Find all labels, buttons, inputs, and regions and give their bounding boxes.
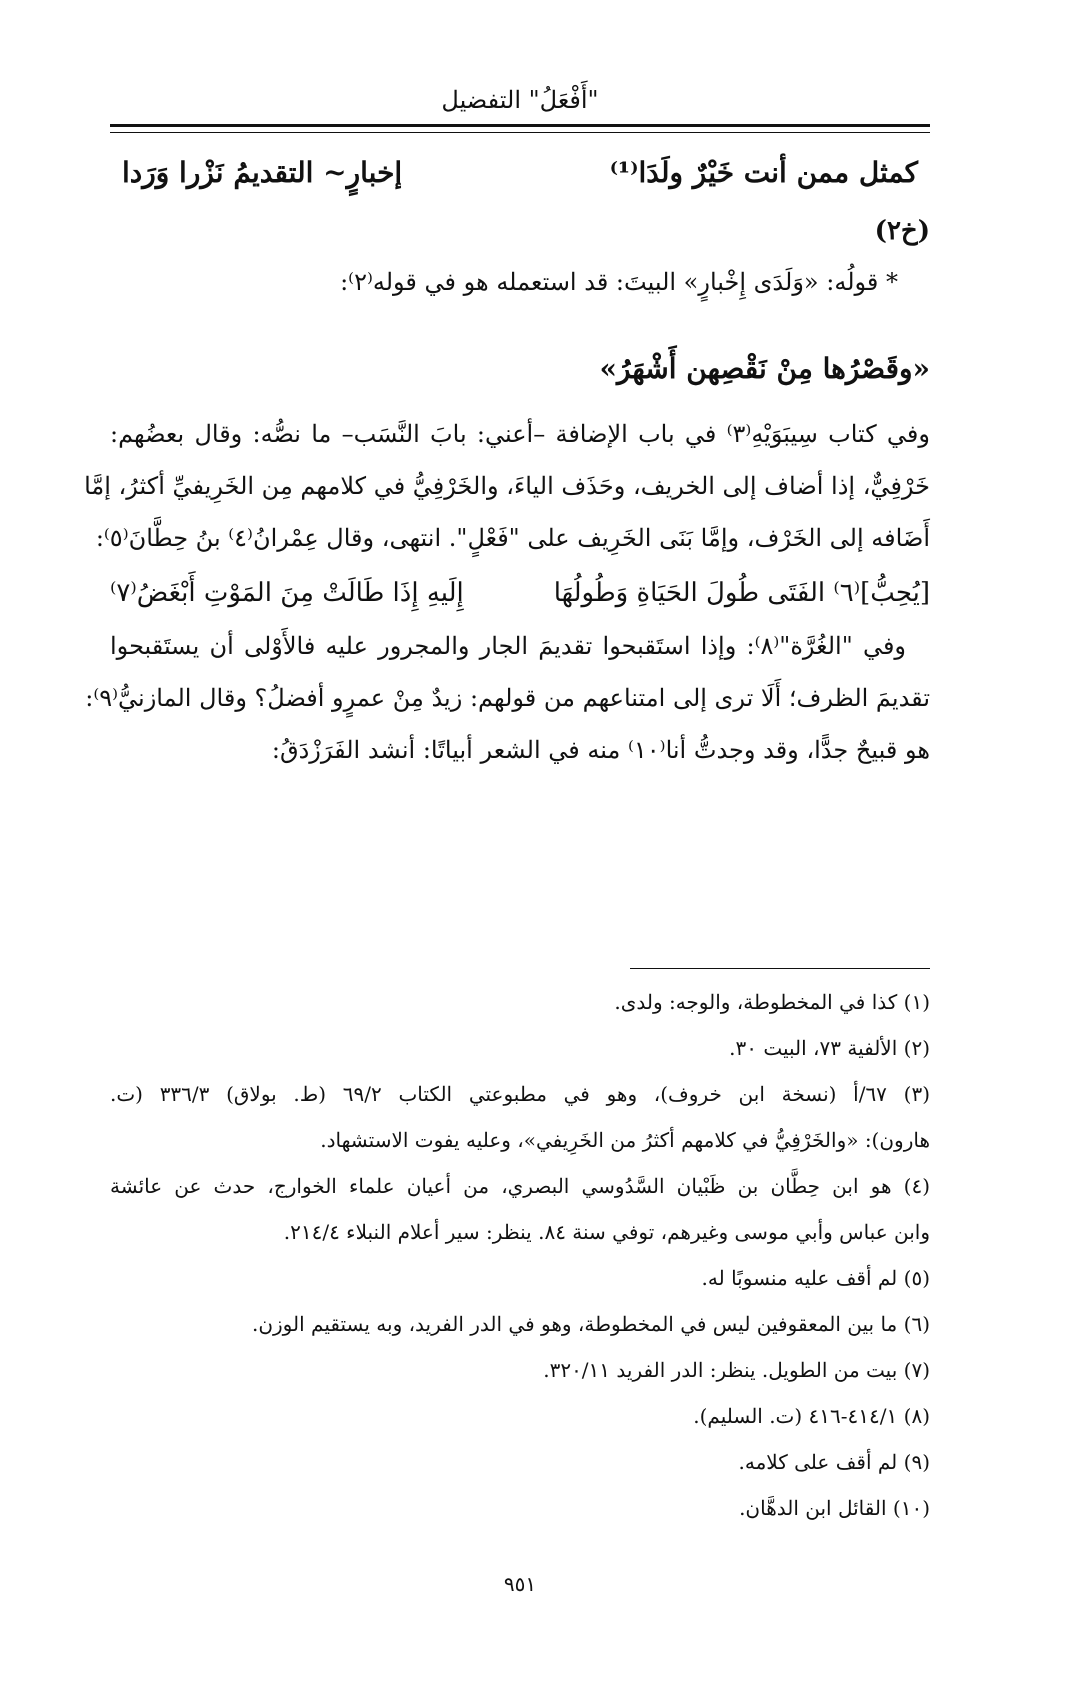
footnote-4-continued: وابن عباس وأبي موسى وغيرهم، توفي سنة ٨٤. ينظر: سير أعلام النبلاء ٢١٤/٤. <box>283 1220 930 1244</box>
header-rule-thick <box>110 124 930 127</box>
body-text: * قولُه: «وَلَدَى إِخْبارٍ» البيتَ: قد استعمله هو في قوله⁽٢⁾: <box>340 268 898 296</box>
verse-first-hemistich: كمثل ممن أنت خَيْرٌ ولَدَا⁽¹⁾ <box>609 156 918 189</box>
verse-line <box>110 156 930 204</box>
body-line-7: هو قبيحٌ جدًّا، وقد وجدتُّ أنا⁽١٠⁾ منه في الشعر أبياتًا: أنشد الفَرَزْدَقُ: <box>271 736 930 764</box>
footnote-3: (٣) ٦٧/أ (نسخة ابن خروف)، وهو في مطبوعتي الكتاب ٦٩/٢ (ط. بولاق) ٣٣٦/٣ (ت. <box>110 1082 930 1106</box>
verse-second-hemistich: إخبارٍ~ التقديمُ نَزْرا وَرَدا <box>122 156 403 189</box>
body-line-1 <box>110 268 930 296</box>
footnote-8: (٨) ٤١٤/١-٤١٦ (ت. السليم). <box>693 1404 930 1428</box>
body-line-6: تقديمَ الظرف؛ أَلَا ترى إلى امتناعهم من قولهم: زيدٌ مِنْ عمرٍو أفضلُ؟ وقال المازنيُّ⁽٩⁾: <box>85 684 930 712</box>
running-title: "أَفْعَلُ" التفضيل <box>441 86 599 114</box>
footnote-10: (١٠) القائل ابن الدهَّان. <box>739 1496 930 1520</box>
footnote-6: (٦) ما بين المعقوفين ليس في المخطوطة، وهو في الدر الفريد، وبه يستقيم الوزن. <box>251 1312 930 1336</box>
footnote-9: (٩) لم أقف على كلامه. <box>738 1450 930 1474</box>
footnote-3-continued: هارون): «والخَرْفِيُّ في كلامهم أكثرُ من الخَرِيفي»، وعليه يفوت الاستشهاد. <box>320 1128 930 1152</box>
body-line-3: خَرْفِيٌّ، إذا أضاف إلى الخريف، وحَذَف الياءَ، والخَرْفِيُّ في كلامهم مِن الخَرِيفيِّ أكثرُ، إمَّا <box>84 472 930 500</box>
body-line-2: وفي كتاب سِيبَوَيْهِ⁽٣⁾ في باب الإضافة –أعني: بابَ النَّسَب– ما نصُّه: وقال بعضُهم: <box>110 420 930 448</box>
poem-verse <box>110 578 930 618</box>
footnote-separator <box>630 968 930 969</box>
body-text: وفي "الغُرَّة"⁽٨⁾: وإذا استَقبحوا تقديمَ الجار والمجرور عليه فالأَوْلى أن يستَقبحوا <box>110 632 907 660</box>
quoted-hemistich: «وقَصْرُها مِنْ نَقْصِهن أَشْهَرُ» <box>599 352 930 385</box>
footnote-2: (٢) الألفية ٧٣، البيت ٣٠. <box>729 1036 930 1060</box>
footnote-1: (١) كذا في المخطوطة، والوجه: ولدى. <box>614 990 930 1014</box>
body-line-5 <box>110 632 930 660</box>
footnote-5: (٥) لم أقف عليه منسوبًا له. <box>701 1266 930 1290</box>
page-number: ٩٥١ <box>503 1572 537 1596</box>
poem-first-hemistich: [يُحِبُّ]⁽٦⁾ الفَتَى طُولَ الحَيَاةِ وَطُولُهَا <box>553 578 930 608</box>
poem-second-hemistich: إِلَيهِ إِذَا طَالَتْ مِنَ المَوْتِ أَبْغَضُ⁽٧⁾ <box>110 578 464 608</box>
header-rule-thin <box>110 132 930 133</box>
footnote-4: (٤) هو ابن حِطَّان بن ظَبْيان السَّدُوسي البصري، من أعيان علماء الخوارج، حدث عن عائشة <box>110 1174 930 1198</box>
verse-code: (خ٢) <box>874 216 930 246</box>
footnote-7: (٧) بيت من الطويل. ينظر: الدر الفريد ٣٢٠/١١. <box>543 1358 930 1382</box>
body-line-4: أَضَافه إلى الخَرْف، وإمَّا بَنَى الخَرِيف على "فَعْلٍ". انتهى، وقال عِمْرانُ⁽٤⁾ بنُ حِطَّانَ⁽٥⁾: <box>95 524 930 552</box>
